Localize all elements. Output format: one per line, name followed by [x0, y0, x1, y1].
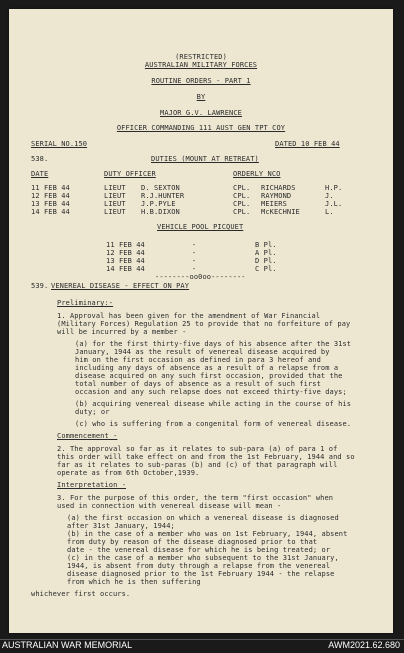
para-line: far as it relates to sub-paras (b) and (c) of that paragraph will [57, 461, 338, 469]
picquet-platoon: B Pl. [255, 241, 277, 249]
para-line: duty; or [75, 408, 110, 416]
row-nco: RICHARDS [261, 184, 296, 192]
row-date: 11 FEB 44 [31, 184, 70, 192]
para-line: disease diagnosed prior to the 1st February 1944 - the relapse [67, 570, 335, 578]
para-line: (b) in the case of a member who was on 1st February, 1944, absent [67, 530, 348, 538]
para-line: (a) for the first thirty-five days of his absence after the 31st [75, 340, 352, 348]
row-nco: McKECHNIE [261, 208, 300, 216]
para-line: will be incurred by a member - [57, 328, 187, 336]
picquet-platoon: A Pl. [255, 249, 277, 257]
row-rank: LIEUT [104, 208, 126, 216]
para-line: including any days of absence as a result of a relapse from a [75, 364, 339, 372]
dated: DATED 10 FEB 44 [275, 140, 340, 148]
row-officer: H.B.DIXON [141, 208, 180, 216]
footer-bar [0, 636, 404, 653]
footer-accession: AWM2021.62.680 [328, 640, 400, 650]
row-initials: J. [325, 192, 334, 200]
row-date: 13 FEB 44 [31, 200, 70, 208]
row-nco-rank: CPL. [233, 200, 251, 208]
interpretation-heading: Interpretation - [57, 481, 127, 489]
closing-line: whichever first occurs. [31, 590, 131, 598]
duties-number: 538. [31, 155, 49, 163]
row-officer: R.J.HUNTER [141, 192, 185, 200]
vd-title: VENEREAL DISEASE - EFFECT ON PAY [51, 282, 190, 290]
para-line: date - the venereal disease for which he is being treated; or [67, 546, 331, 554]
para-line: 1. Approval has been given for the amendment of War Financial [57, 312, 321, 320]
row-officer: J.P.PYLE [141, 200, 176, 208]
major-name: MAJOR G.V. LAWRENCE [160, 109, 242, 117]
row-initials: H.P. [325, 184, 343, 192]
para-line: 2. The approval so far as it relates to sub-para (a) of para 1 of [57, 445, 338, 453]
para-line: (Military Forces) Regulation 25 to provide that no forfeiture of pay [57, 320, 351, 328]
picquet-dash: - [192, 265, 197, 273]
duties-title: DUTIES (MOUNT AT RETREAT) [151, 155, 259, 163]
row-nco-rank: CPL. [233, 192, 251, 200]
picquet-platoon: C Pl. [255, 265, 277, 273]
para-line: from which he is then suffering [67, 578, 201, 586]
picquet-title: VEHICLE POOL PICQUET [157, 223, 244, 231]
picquet-date: 13 FEB 44 [106, 257, 145, 265]
row-rank: LIEUT [104, 184, 126, 192]
para-line: after 31st January, 1944; [67, 522, 175, 530]
force-title: AUSTRALIAN MILITARY FORCES [144, 61, 258, 69]
serial-number: SERIAL NO.150 [31, 140, 88, 148]
para-line: operate as from 6th October,1939. [57, 469, 200, 477]
section-divider: --------oo0oo-------- [155, 273, 246, 281]
row-date: 14 FEB 44 [31, 208, 70, 216]
para-line: (b) acquiring venereal disease while acting in the course of his [75, 400, 352, 408]
row-rank: LIEUT [104, 200, 126, 208]
row-initials: L. [325, 208, 334, 216]
para-line: January, 1944 as the result of venereal disease acquired by [75, 348, 330, 356]
col-orderly-nco: ORDERLY NCO [233, 170, 281, 178]
row-officer: D. SEXTON [141, 184, 180, 192]
picquet-dash: - [192, 249, 197, 257]
para-line: used in connection with venereal disease will mean - [57, 502, 282, 510]
restricted-label: (RESTRICTED) [175, 53, 227, 61]
picquet-dash: - [192, 257, 197, 265]
para-line: disease acquired on any such first occasion, provided that the [75, 372, 343, 380]
picquet-dash: - [192, 241, 197, 249]
para-line: 3. For the purpose of this order, the term "first occasion" when [57, 494, 334, 502]
col-date: DATE [31, 170, 49, 178]
document-page [9, 9, 393, 633]
para-line: (a) the first occasion on which a venereal disease is diagnosed [67, 514, 339, 522]
vd-number: 539. [31, 282, 49, 290]
picquet-date: 12 FEB 44 [106, 249, 145, 257]
row-date: 12 FEB 44 [31, 192, 70, 200]
officer-commanding: OFFICER COMMANDING 111 AUST GEN TPT COY [116, 124, 286, 132]
para-line: from duty by reason of the disease diagnosed prior to that [67, 538, 318, 546]
commencement-heading: Commencement - [57, 432, 118, 440]
routine-orders-title: ROUTINE ORDERS - PART 1 [151, 77, 251, 85]
para-line: (c) who is suffering from a congenital form of venereal disease. [75, 420, 352, 428]
row-nco-rank: CPL. [233, 208, 251, 216]
col-duty-officer: DUTY OFFICER [104, 170, 156, 178]
row-rank: LIEUT [104, 192, 126, 200]
picquet-date: 11 FEB 44 [106, 241, 145, 249]
row-nco: RAYMOND [261, 192, 292, 200]
by-label: BY [196, 93, 206, 101]
footer-credit: AUSTRALIAN WAR MEMORIAL [2, 640, 133, 650]
preliminary-heading: Preliminary:- [57, 299, 114, 307]
para-line: this order will take effect on and from the 1st February, 1944 and so [57, 453, 355, 461]
row-initials: J.L. [325, 200, 343, 208]
para-line: (c) in the case of a member who subsequent to the 31st January, [67, 554, 339, 562]
row-nco: MEIERS [261, 200, 287, 208]
row-nco-rank: CPL. [233, 184, 251, 192]
para-line: him on the first occasion as defined in para 3 hereof and [75, 356, 321, 364]
para-line: 1944, is absent from duty through a relapse from the venereal [67, 562, 331, 570]
para-line: occasion and any such relapse does not exceed thirty-five days; [75, 388, 347, 396]
picquet-date: 14 FEB 44 [106, 265, 145, 273]
picquet-platoon: D Pl. [255, 257, 277, 265]
para-line: total number of days of absence as a result of such first [75, 380, 321, 388]
